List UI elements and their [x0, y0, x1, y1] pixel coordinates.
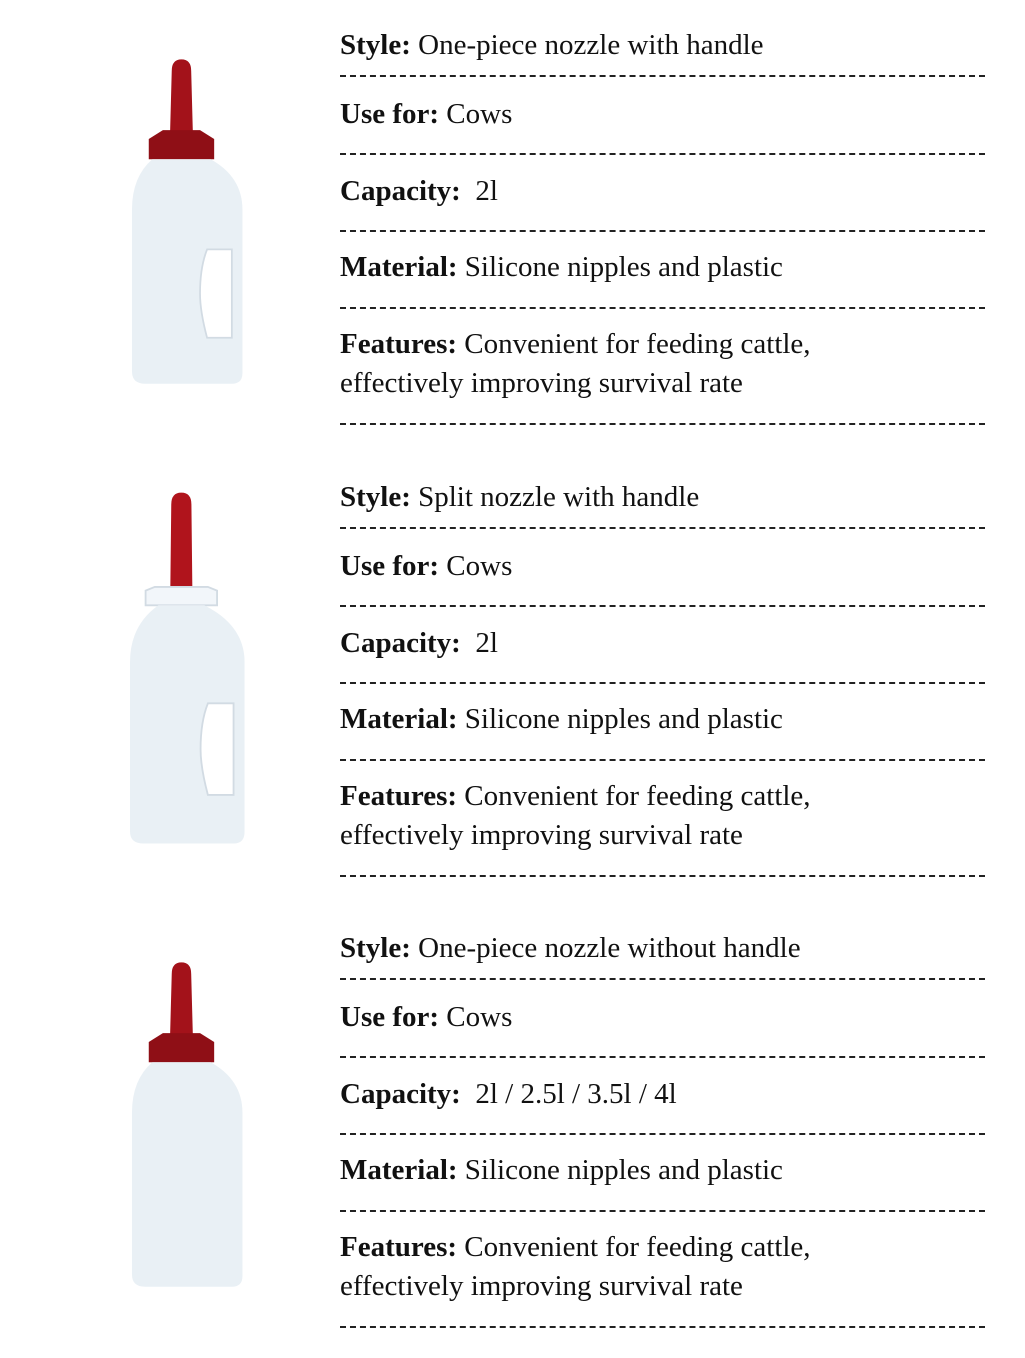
spec-label: Features:	[340, 780, 458, 812]
spec-value: Cows	[446, 98, 513, 130]
spec-style	[340, 929, 985, 968]
spec-capacity	[340, 172, 985, 211]
bottle-split-collar-icon	[110, 488, 260, 882]
dashed-divider	[340, 682, 985, 684]
spec-style	[340, 26, 985, 65]
spec-value: One-piece nozzle without handle	[418, 932, 801, 964]
spec-list	[340, 0, 985, 430]
spec-label: Material:	[340, 703, 458, 735]
spec-label: Features:	[340, 328, 458, 360]
spec-features	[340, 777, 985, 855]
spec-label: Capacity:	[340, 627, 461, 659]
spec-value: Convenient for feeding cattle,	[464, 328, 811, 360]
dashed-divider	[340, 1326, 985, 1328]
dashed-divider	[340, 1133, 985, 1135]
spec-style	[340, 478, 985, 517]
spec-value: Cows	[446, 1001, 513, 1033]
spec-label: Use for:	[340, 550, 440, 582]
dashed-divider	[340, 978, 985, 980]
spec-list	[340, 903, 985, 1333]
spec-value: 2l	[475, 627, 498, 659]
spec-use	[340, 547, 985, 586]
spec-label: Style:	[340, 932, 411, 964]
dashed-divider	[340, 759, 985, 761]
dashed-divider	[340, 307, 985, 309]
spec-use	[340, 998, 985, 1037]
spec-list	[340, 452, 985, 882]
spec-label: Style:	[340, 481, 411, 513]
spec-value: Silicone nipples and plastic	[464, 251, 783, 283]
spec-capacity	[340, 1075, 985, 1114]
spec-value: Split nozzle with handle	[418, 481, 700, 513]
spec-material	[340, 700, 985, 739]
dashed-divider	[340, 230, 985, 232]
bottle-no-handle-icon	[110, 958, 260, 1338]
spec-value: 2l	[475, 175, 498, 207]
spec-capacity	[340, 624, 985, 663]
spec-value: Cows	[446, 550, 513, 582]
spec-value-line2: effectively improving survival rate	[340, 819, 743, 851]
spec-label: Capacity:	[340, 175, 461, 207]
spec-value: Silicone nipples and plastic	[464, 703, 783, 735]
spec-value: Convenient for feeding cattle,	[464, 780, 811, 812]
spec-value-line2: effectively improving survival rate	[340, 367, 743, 399]
dashed-divider	[340, 875, 985, 877]
dashed-divider	[340, 527, 985, 529]
spec-value-line2: effectively improving survival rate	[340, 1270, 743, 1302]
spec-features	[340, 1228, 985, 1306]
dashed-divider	[340, 423, 985, 425]
dashed-divider	[340, 153, 985, 155]
spec-label: Capacity:	[340, 1078, 461, 1110]
dashed-divider	[340, 605, 985, 607]
spec-value: 2l / 2.5l / 3.5l / 4l	[475, 1078, 677, 1110]
spec-label: Features:	[340, 1231, 458, 1263]
bottle-with-handle-icon	[110, 55, 260, 435]
spec-value: One-piece nozzle with handle	[418, 29, 764, 61]
spec-label: Material:	[340, 1154, 458, 1186]
dashed-divider	[340, 1056, 985, 1058]
spec-use	[340, 95, 985, 134]
spec-material	[340, 248, 985, 287]
spec-value: Silicone nipples and plastic	[464, 1154, 783, 1186]
spec-value: Convenient for feeding cattle,	[464, 1231, 811, 1263]
dashed-divider	[340, 75, 985, 77]
dashed-divider	[340, 1210, 985, 1212]
spec-label: Style:	[340, 29, 411, 61]
spec-label: Material:	[340, 251, 458, 283]
spec-label: Use for:	[340, 1001, 440, 1033]
spec-features	[340, 325, 985, 403]
spec-material	[340, 1151, 985, 1190]
spec-label: Use for:	[340, 98, 440, 130]
